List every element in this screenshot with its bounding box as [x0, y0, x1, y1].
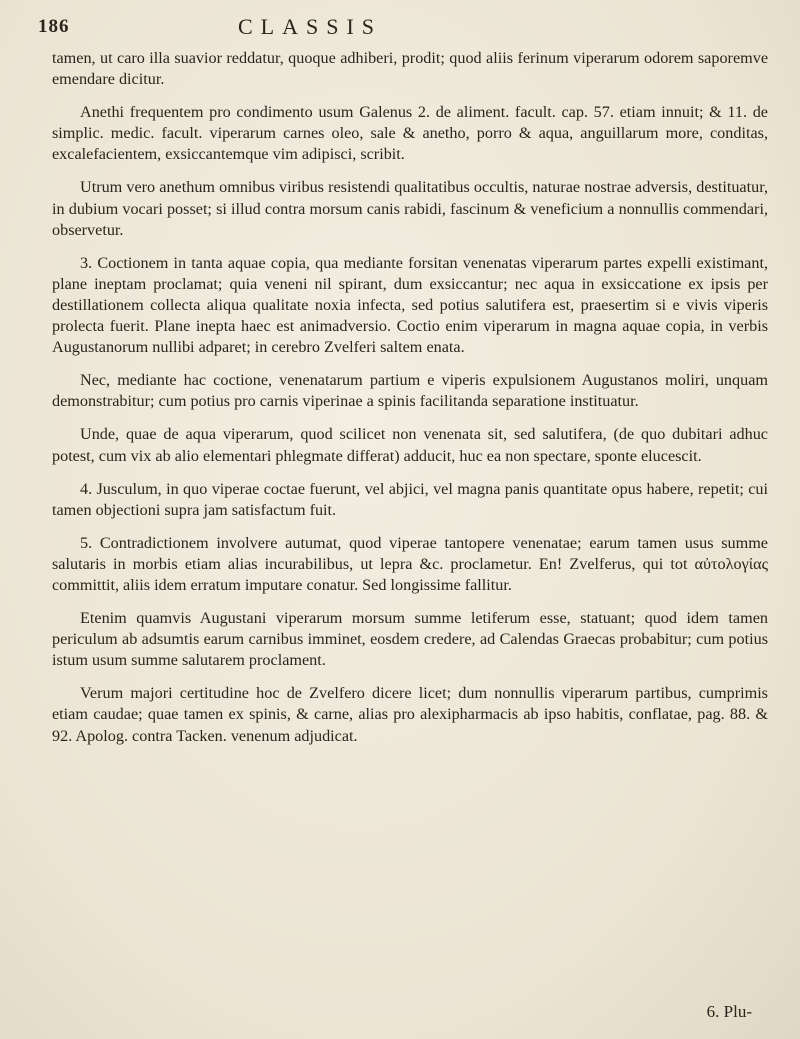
paragraph: 3. Coctionem in tanta aquae copia, qua mediante forsitan venenatas viperarum partes expelli existimant, plane ineptam proclamat; quia veneni nil spirant, dum exsiccantur; nec aqua in exsiccatione ex ipsis per destillationem collecta aliqua qualitate noxia infecta, sed potius salutifera est, praesertim si e vivis viperis prolecta fuerit. Plane inepta haec est animadversio. Coctio enim viperarum in magna aquae copia, in verbis Augustanorum nullibi adparet; in cerebro Zvelferi saltem enata.: [52, 253, 768, 357]
paragraph: Anethi frequentem pro condimento usum Galenus 2. de aliment. facult. cap. 57. etiam innuit; & 11. de simplic. medic. facult. viperarum carnes oleo, sale & anetho, porro & aqua, anguillarum more, conditas, excalefacientem, exsiccantemque vim adipisci, scribit.: [52, 103, 768, 164]
running-head: CLASSIS: [238, 14, 383, 39]
paragraph: Utrum vero anethum omnibus viribus resistendi qualitatibus occultis, naturae nostrae adversis, destituatur, in dubium vocari posset; si illud contra morsum canis rabidi, fascinum & veneficium a nonnullis commendari, observetur.: [52, 178, 768, 239]
paragraph: Etenim quamvis Augustani viperarum morsum summe letiferum esse, statuant; quod idem tamen periculum ab adsumtis earum carnibus imminet, eosdem credere, ad Calendas Graecas probabitur; cum potius istum usum summe salutarem proclament.: [52, 609, 768, 670]
text-body: [52, 48, 768, 759]
paragraph: Verum majori certitudine hoc de Zvelfero dicere licet; dum nonnullis viperarum partibus, cumprimis etiam caudae; quae tamen ex spinis, & carne, alias pro alexipharmacis ab ipso habitis, conflatae, pag. 88. & 92. Apolog. contra Tacken. venenum adjudicat.: [52, 684, 768, 745]
paragraph: Unde, quae de aqua viperarum, quod scilicet non venenata sit, sed salutifera, (de quo dubitari adhuc potest, cum vix ab alio elementari phlegmate differat) adducit, huc ea non spectare, sponte elucescit.: [52, 425, 768, 465]
page-number: 186: [38, 16, 70, 37]
paragraph: 5. Contradictionem involvere autumat, quod viperae tantopere venenatae; earum tamen usus summe salutaris in morbis etiam alias incurabilibus, ut lepra &c. proclametur. En! Zvelferus, qui tot αὐτολογίας committit, aliis idem erratum imputare conatur. Sed longissime fallitur.: [52, 533, 768, 594]
paragraph: Nec, mediante hac coctione, venenatarum partium e viperis expulsionem Augustanos moliri, unquam demonstrabitur; cum potius pro carnis viperinae a spinis facilitanda separatione instituatur.: [52, 371, 768, 411]
page-header: [38, 12, 770, 42]
paragraph: tamen, ut caro illa suavior reddatur, quoque adhiberi, prodit; quod aliis ferinum viperarum odorem saporemve emendare dicitur.: [52, 49, 768, 89]
paragraph: 4. Jusculum, in quo viperae coctae fuerunt, vel abjici, vel magna panis quantitate opus habere, repetit; cui tamen objectioni supra jam satisfactum fuit.: [52, 479, 768, 519]
catchword: 6. Plu-: [706, 1002, 752, 1021]
